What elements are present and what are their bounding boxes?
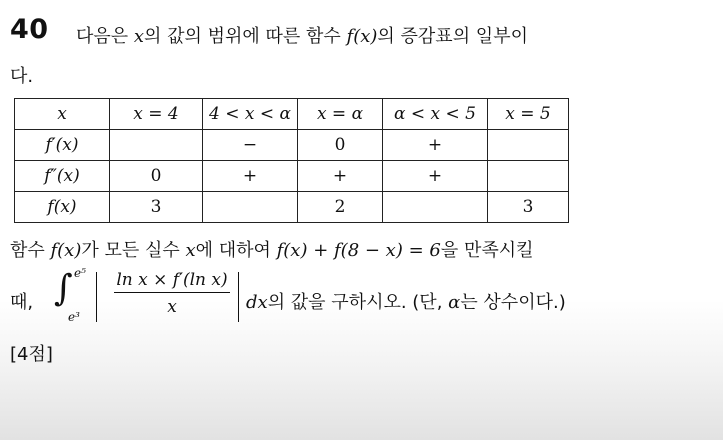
row-label: f″(x)	[15, 161, 110, 192]
table-row	[15, 161, 569, 192]
table-cell: +	[203, 161, 298, 192]
question-text-line-2: 다.	[10, 66, 34, 87]
table-cell	[488, 161, 569, 192]
condition-line	[10, 236, 534, 262]
row-label: f′(x)	[15, 130, 110, 161]
fraction-denominator: x	[167, 297, 177, 317]
header-cell: x = 5	[488, 99, 569, 130]
header-cell: x = 4	[110, 99, 203, 130]
integral-expression	[54, 266, 84, 328]
text: 의 증감표의 일부이	[377, 26, 528, 47]
table-cell	[110, 130, 203, 161]
text: 함수	[10, 240, 51, 261]
header-cell: 4 < x < α	[203, 99, 298, 130]
table-cell: +	[298, 161, 383, 192]
header-cell: x	[15, 99, 110, 130]
table-cell	[488, 130, 569, 161]
text: 가 모든 실수	[81, 240, 186, 261]
math-equation: f(x) + f(8 − x) = 6	[276, 240, 441, 261]
math-var: x	[185, 240, 196, 261]
text: 의 값의 범위에 따른 함수	[144, 26, 347, 47]
table-header-row	[15, 99, 569, 130]
question-text-line-1	[76, 22, 528, 48]
table-row	[15, 130, 569, 161]
fraction	[112, 270, 232, 317]
text: 의 값을 구하시오. (단,	[267, 292, 449, 313]
table-cell: +	[383, 130, 488, 161]
abs-bar-right	[238, 272, 239, 322]
table-row	[15, 192, 569, 223]
text: 때,	[10, 292, 34, 313]
header-cell: α < x < 5	[383, 99, 488, 130]
table-cell: −	[203, 130, 298, 161]
text: 에 대하여	[195, 240, 277, 261]
table-cell	[203, 192, 298, 223]
integral-lower-limit: e³	[68, 310, 80, 324]
text: 는 상수이다.)	[460, 292, 566, 313]
integral-trailing-text	[246, 288, 566, 314]
math-dx: dx	[246, 292, 268, 313]
table-cell: 2	[298, 192, 383, 223]
abs-bar-left	[96, 272, 97, 322]
table-cell: 3	[488, 192, 569, 223]
math-var: x	[133, 26, 145, 47]
header-cell: x = α	[298, 99, 383, 130]
table-cell: 0	[298, 130, 383, 161]
row-label: f(x)	[15, 192, 110, 223]
math-arg: (x)	[353, 26, 378, 47]
fraction-numerator: ln x × f′(ln x)	[116, 270, 228, 290]
text: 을 만족시킬	[440, 240, 534, 261]
points-label: [4점]	[10, 344, 53, 365]
math-func: f(x)	[50, 240, 82, 261]
table-cell: +	[383, 161, 488, 192]
integral-upper-limit: e⁵	[74, 266, 86, 280]
math-alpha: α	[448, 292, 461, 313]
table-cell: 3	[110, 192, 203, 223]
text: 다음은	[76, 26, 134, 47]
integral-sign: ∫	[54, 268, 73, 309]
table-cell: 0	[110, 161, 203, 192]
table-cell	[383, 192, 488, 223]
math-func: f	[346, 26, 354, 47]
question-number: 40	[10, 14, 49, 45]
variation-table	[14, 98, 569, 223]
